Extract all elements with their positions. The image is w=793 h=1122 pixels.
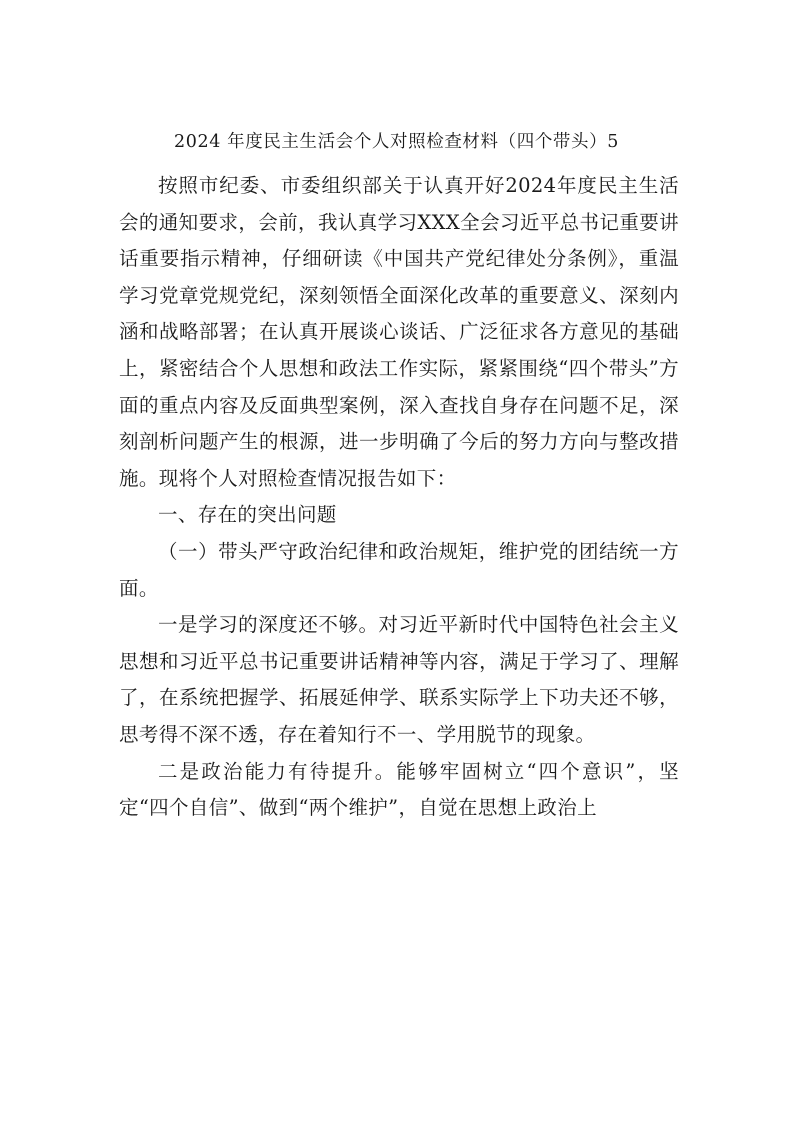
document-body <box>119 168 679 827</box>
section-heading: 一、存在的突出问题 <box>158 503 337 527</box>
intro-paragraph: 按照市纪委、市委组织部关于认真开好2024年度民主生活会的通知要求，会前，我认真学习XXX全会习近平总书记重要讲话重要指示精神，仔细研读《中国共产党纪律处分条例》，重温学习党章党规党纪，深刻领悟全面深化改革的重要意义、深刻内涵和战略部署；在认真开展谈心谈话、广泛征求各方意见的基础上，紧密结合个人思想和政法工作实际，紧紧围绕“四个带头”方面的重点内容及反面典型案例，深入查找自身存在问题不足，深刻剖析问题产生的根源，进一步明确了今后的努力方向与整改措施。现将个人对照检查情况报告如下： <box>119 174 679 490</box>
point-paragraph-1: 一是学习的深度还不够。对习近平新时代中国特色社会主义思想和习近平总书记重要讲话精神等内容，满足于学习了、理解了，在系统把握学、拓展延伸学、联系实际学上下功夫还不够，思考得不深不透，存在着知行不一、学用脱节的现象。 <box>119 613 679 746</box>
point-paragraph-2: 二是政治能力有待提升。能够牢固树立“四个意识”，坚定“四个自信”、做到“两个维护”，自觉在思想上政治上 <box>119 759 679 820</box>
subsection-heading: （一）带头严守政治纪律和政治规矩，维护党的团结统一方面。 <box>119 539 679 600</box>
document-title: 2024 年度民主生活会个人对照检查材料（四个带头）5 <box>174 132 619 152</box>
